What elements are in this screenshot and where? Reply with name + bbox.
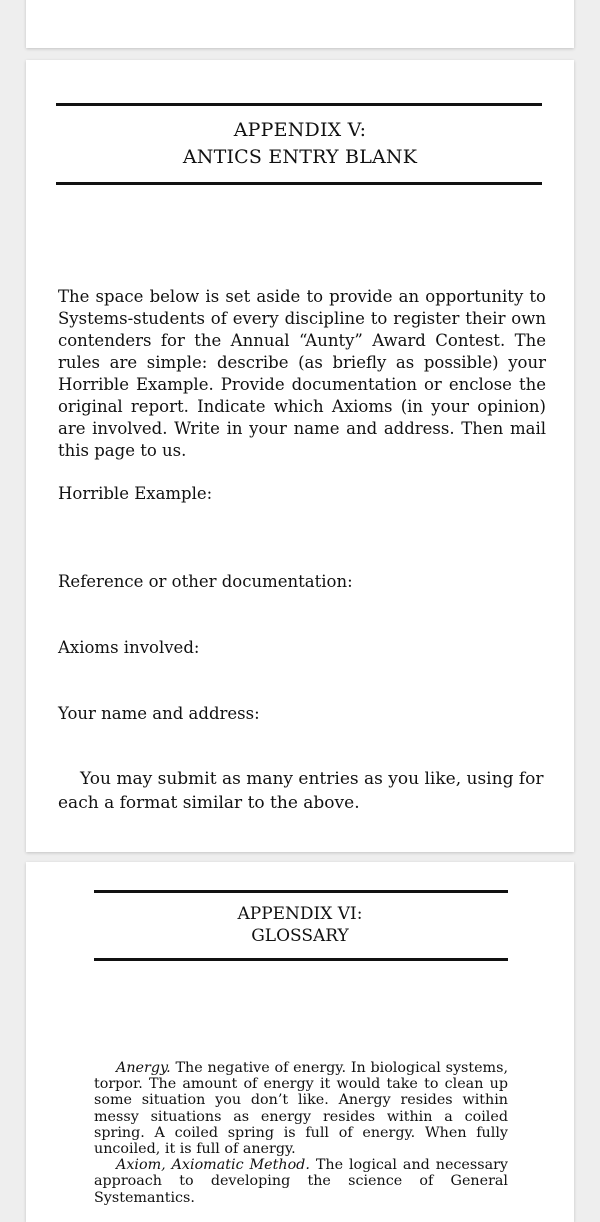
page-appendix-v: [26, 60, 574, 852]
glossary-definition: The negative of energy. In biological systems, torpor. The amount of energy it would take to clean up some situation you don’t like. Anergy resides within messy situations as energy resides within a coiled spring. A coiled spring is full of energy. When fully uncoiled, it is full of anergy.: [94, 1060, 508, 1158]
glossary-entry: [94, 1060, 508, 1157]
bottom-rule: [94, 958, 508, 961]
top-rule: [94, 890, 508, 893]
horrible-example-label: Horrible Example:: [58, 484, 213, 503]
glossary-entry: [94, 1157, 508, 1206]
glossary-term: Anergy.: [116, 1060, 171, 1076]
name-address-label: Your name and address:: [58, 704, 260, 723]
bottom-rule: [56, 182, 542, 185]
page-title-line1: APPENDIX V:: [233, 119, 367, 141]
glossary-list: [94, 1060, 508, 1206]
page-title-line2: GLOSSARY: [251, 926, 349, 946]
page-appendix-vi: [26, 862, 574, 1222]
previous-page: [26, 0, 574, 48]
page-title-line2: ANTICS ENTRY BLANK: [182, 146, 418, 168]
reference-label: Reference or other documentation:: [58, 572, 353, 591]
axioms-label: Axioms involved:: [58, 638, 200, 657]
page-title-line1: APPENDIX VI:: [237, 904, 363, 924]
glossary-term: Axiom, Axiomatic Method.: [116, 1157, 310, 1174]
glossary-definition: The logical and necessary approach to developing the science of General Systemantics.: [94, 1157, 509, 1206]
closing-paragraph: You may submit as many entries as you like, using for each a format similar to the above.: [58, 769, 544, 813]
intro-paragraph: The space below is set aside to provide an opportunity to Systems-students of every discipline to register their own contenders for the Annual “Aunty” Award Contest. The rules are simple: describe (as briefly as possible) your Horrible Example. Provide documentation or enclose the original report. Indicate which Axioms (in your opinion) are involved. Write in your name and address. Then mail this page to us.: [58, 287, 546, 460]
top-rule: [56, 103, 542, 106]
